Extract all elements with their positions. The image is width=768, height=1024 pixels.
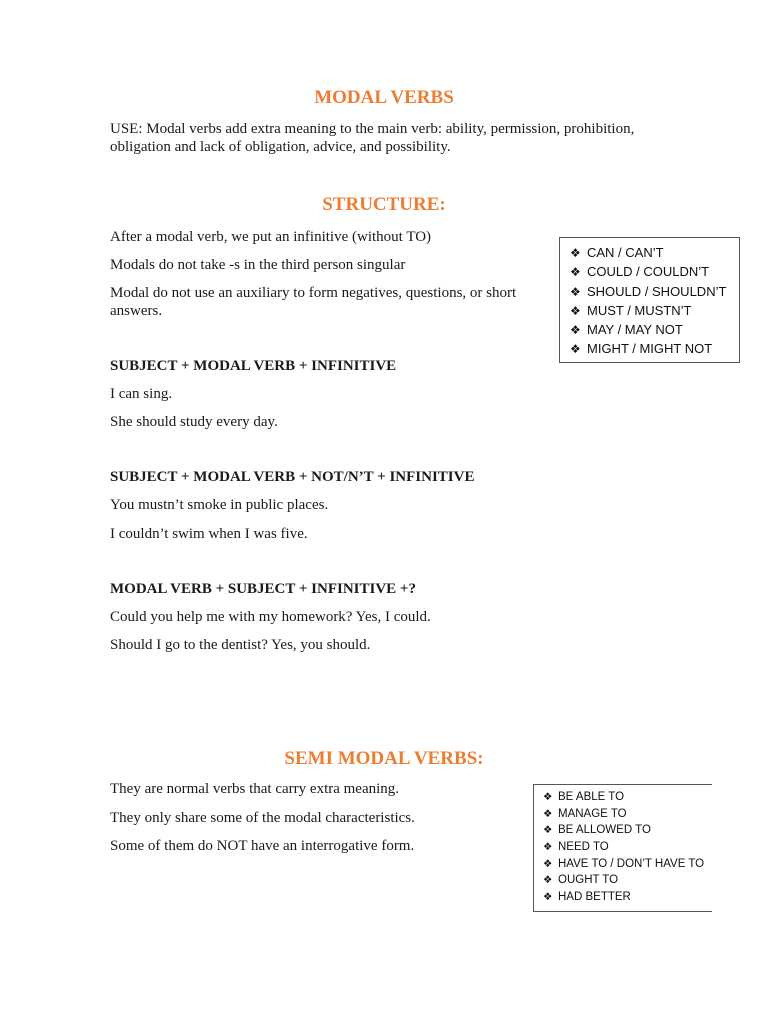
diamond-bullet-icon: ❖ — [570, 342, 581, 357]
use-paragraph: USE: Modal verbs add extra meaning to the main verb: ability, permission, prohibition, obligation and lack of obligation, advice, and possibility. — [110, 121, 635, 155]
page-title: MODAL VERBS — [314, 87, 454, 108]
semi-modal-line: They are normal verbs that carry extra meaning. — [110, 781, 400, 797]
diamond-bullet-icon: ❖ — [570, 284, 581, 299]
example-sentence: Could you help me with my homework? Yes, I could. — [110, 609, 431, 625]
diamond-bullet-icon: ❖ — [570, 303, 581, 318]
list-item: ❖ HAD BETTER — [543, 889, 712, 906]
list-item: ❖ SHOULD / SHOULDN’T — [570, 282, 739, 301]
diamond-bullet-icon: ❖ — [543, 791, 553, 803]
example-sentence: Should I go to the dentist? Yes, you should. — [110, 637, 371, 653]
negative-formula: SUBJECT + MODAL VERB + NOT/N’T + INFINITIVE — [110, 469, 475, 485]
diamond-bullet-icon: ❖ — [543, 891, 553, 904]
list-item: ❖ BE ALLOWED TO — [543, 822, 712, 839]
modal-verbs-box — [559, 237, 740, 363]
affirmative-formula: SUBJECT + MODAL VERB + INFINITIVE — [110, 358, 397, 374]
interrogative-formula: MODAL VERB + SUBJECT + INFINITIVE +? — [110, 581, 416, 597]
list-item: ❖ CAN / CAN’T — [570, 243, 739, 262]
list-item: ❖ OUGHT TO — [543, 872, 712, 889]
diamond-bullet-icon: ❖ — [570, 265, 581, 280]
structure-heading: STRUCTURE: — [322, 194, 446, 215]
semi-modal-verbs-list — [534, 785, 712, 906]
example-sentence: You mustn’t smoke in public places. — [110, 497, 329, 513]
rule-text: Modals do not take -s in the third person singular — [110, 257, 406, 273]
diamond-bullet-icon: ❖ — [543, 874, 553, 887]
rule-text: After a modal verb, we put an infinitive (without TO) — [110, 229, 432, 245]
list-item: ❖ BE ABLE TO — [543, 789, 712, 806]
list-item: ❖ MAY / MAY NOT — [570, 320, 739, 339]
list-item: ❖ NEED TO — [543, 839, 712, 856]
diamond-bullet-icon: ❖ — [570, 246, 581, 260]
example-sentence: I can sing. — [110, 386, 173, 402]
diamond-bullet-icon: ❖ — [570, 323, 581, 338]
semi-modal-line: Some of them do NOT have an interrogative form. — [110, 838, 415, 854]
example-sentence: I couldn’t swim when I was five. — [110, 526, 308, 542]
semi-modal-verbs-box — [533, 784, 712, 912]
list-item: ❖ MUST / MUSTN’T — [570, 301, 739, 320]
diamond-bullet-icon: ❖ — [543, 841, 553, 854]
list-item: ❖ MANAGE TO — [543, 806, 712, 823]
semi-modal-line: They only share some of the modal characteristics. — [110, 810, 415, 826]
rule-text: Modal do not use an auxiliary to form negatives, questions, or short answers. — [110, 285, 517, 319]
list-item: ❖ HAVE TO / DON’T HAVE TO — [543, 856, 712, 873]
list-item: ❖ MIGHT / MIGHT NOT — [570, 339, 739, 358]
example-sentence: She should study every day. — [110, 414, 278, 430]
diamond-bullet-icon: ❖ — [543, 824, 553, 837]
modal-verbs-list — [560, 238, 739, 359]
diamond-bullet-icon: ❖ — [543, 807, 553, 820]
diamond-bullet-icon: ❖ — [543, 857, 553, 870]
semi-modal-heading: SEMI MODAL VERBS: — [284, 748, 484, 769]
list-item: ❖ COULD / COULDN’T — [570, 262, 739, 281]
